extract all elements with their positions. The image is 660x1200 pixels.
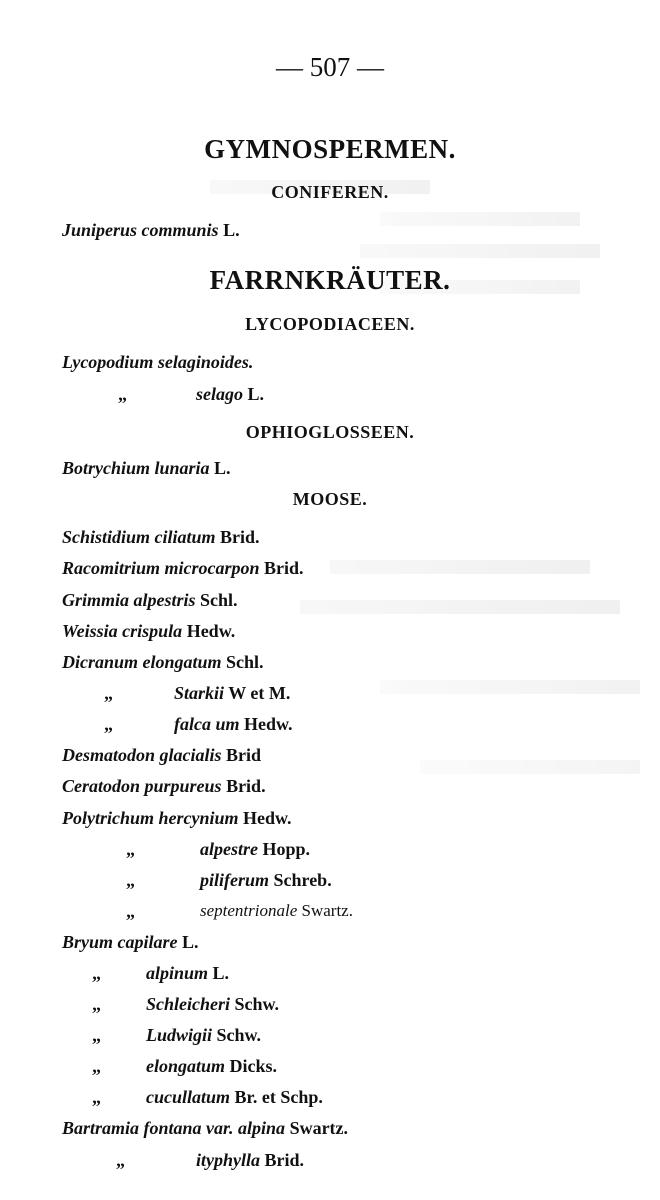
species-name: Starkii: [174, 683, 225, 703]
species-author: Brid: [226, 745, 262, 765]
species-name: Botrychium lunaria: [62, 458, 210, 478]
species-name: elongatum: [146, 1056, 226, 1076]
ditto-mark: „: [126, 870, 135, 890]
ditto-mark: „: [92, 1056, 101, 1076]
species-name: Polytrichum hercynium: [62, 808, 239, 828]
species-name: Racomitrium microcarpon: [62, 558, 260, 578]
entry-racomitrium: [62, 558, 304, 579]
page-number: — 507 —: [276, 52, 384, 82]
ditto-mark: „: [118, 384, 127, 404]
ditto-mark: „: [104, 714, 113, 734]
species-author: Schw.: [234, 994, 280, 1014]
entry-ceratodon: [62, 776, 266, 797]
ditto-mark: „: [92, 994, 101, 1014]
entry-polytrichum-piliferum: [200, 870, 332, 891]
species-author: Swartz.: [289, 1118, 349, 1138]
species-author: Swartz.: [301, 901, 353, 920]
species-name: cucullatum: [146, 1087, 231, 1107]
species-author: Hopp.: [262, 839, 311, 859]
species-author: Schl.: [226, 652, 264, 672]
ditto-mark: „: [116, 1150, 125, 1170]
heading-farnkraeuter: FARRNKRÄUTER.: [209, 265, 451, 295]
species-author: Hedw.: [244, 714, 293, 734]
species-author: Schreb.: [273, 870, 332, 890]
species-name: Schistidium ciliatum: [62, 527, 216, 547]
entry-bryum-schleicheri: [146, 994, 279, 1015]
entry-polytrichum-alpestre: [200, 839, 310, 860]
species-author: Brid.: [220, 527, 260, 547]
heading-gymnospermen: GYMNOSPERMEN.: [204, 134, 456, 164]
species-author: Brid.: [264, 1150, 305, 1170]
species-author: Hedw.: [186, 621, 236, 641]
entry-grimmia: [62, 590, 238, 611]
ditto-mark: „: [92, 1087, 101, 1107]
species-author: Brid.: [264, 558, 304, 578]
species-author: Schw.: [216, 1025, 262, 1045]
entry-polytrichum: [62, 808, 292, 829]
entry-botrychium: [62, 458, 231, 479]
entry-lycopodium-selaginoides: [62, 352, 253, 373]
entry-dicranum-starkii: [174, 683, 290, 704]
entry-schistidium: [62, 527, 260, 548]
species-name: falca um: [174, 714, 240, 734]
entry-bartramia: [62, 1118, 348, 1139]
entry-bartramia-ityphylla: [196, 1150, 304, 1171]
ditto-mark: „: [126, 839, 135, 859]
entry-bryum-ludwigii: [146, 1025, 261, 1046]
entry-lycopodium-selago: [196, 384, 264, 405]
heading-ophioglosseen: OPHIOGLOSSEEN.: [245, 422, 415, 442]
entry-dicranum: [62, 652, 264, 673]
species-name: ityphylla: [196, 1150, 260, 1170]
species-name: Juniperus communis: [62, 220, 219, 240]
species-author: Br. et Schp.: [234, 1087, 323, 1107]
entry-desmatodon: [62, 745, 261, 766]
species-author: L.: [212, 963, 230, 983]
ditto-mark: „: [92, 963, 101, 983]
species-author: L.: [247, 384, 265, 404]
species-name: alpestre: [200, 839, 258, 859]
species-name: Weissia crispula: [62, 621, 183, 641]
heading-lycopodiaceen: LYCOPODIACEEN.: [245, 314, 415, 334]
heading-moose: MOOSE.: [292, 489, 368, 509]
entry-polytrichum-septentrionale: [200, 901, 353, 921]
entry-bryum-alpinum: [146, 963, 229, 984]
species-name: Ludwigii: [146, 1025, 213, 1045]
species-author: Dicks.: [229, 1056, 278, 1076]
species-name: Ceratodon purpureus: [62, 776, 222, 796]
ditto-mark: „: [92, 1025, 101, 1045]
species-name: Dicranum elongatum: [62, 652, 222, 672]
species-name: Desmatodon glacialis: [62, 745, 222, 765]
ditto-mark: „: [104, 683, 113, 703]
species-name: piliferum: [200, 870, 270, 890]
entry-dicranum-falcatum: [174, 714, 293, 735]
species-author: L.: [214, 458, 231, 478]
species-author: Brid.: [226, 776, 266, 796]
species-author: Schl.: [200, 590, 238, 610]
species-name: Grimmia alpestris: [62, 590, 196, 610]
ditto-mark: „: [126, 901, 135, 921]
species-author: W et M.: [228, 683, 291, 703]
species-name: Bartramia fontana var. alpina: [62, 1118, 286, 1138]
entry-weissia: [62, 621, 235, 642]
species-name: selago: [196, 384, 243, 404]
species-name: septentrionale: [200, 901, 298, 920]
species-name: Schleicheri: [146, 994, 230, 1014]
entry-bryum-elongatum: [146, 1056, 277, 1077]
entry-bryum-cucullatum: [146, 1087, 323, 1108]
species-author: Hedw.: [243, 808, 292, 828]
species-name: Lycopodium selaginoides.: [62, 352, 254, 372]
heading-coniferen: CONIFEREN.: [271, 182, 389, 202]
species-name: Bryum capilare: [62, 932, 178, 952]
entry-bryum: [62, 932, 199, 953]
species-name: alpinum: [146, 963, 209, 983]
species-author: L.: [223, 220, 240, 240]
species-author: L.: [182, 932, 199, 952]
entry-juniperus: [62, 220, 240, 241]
